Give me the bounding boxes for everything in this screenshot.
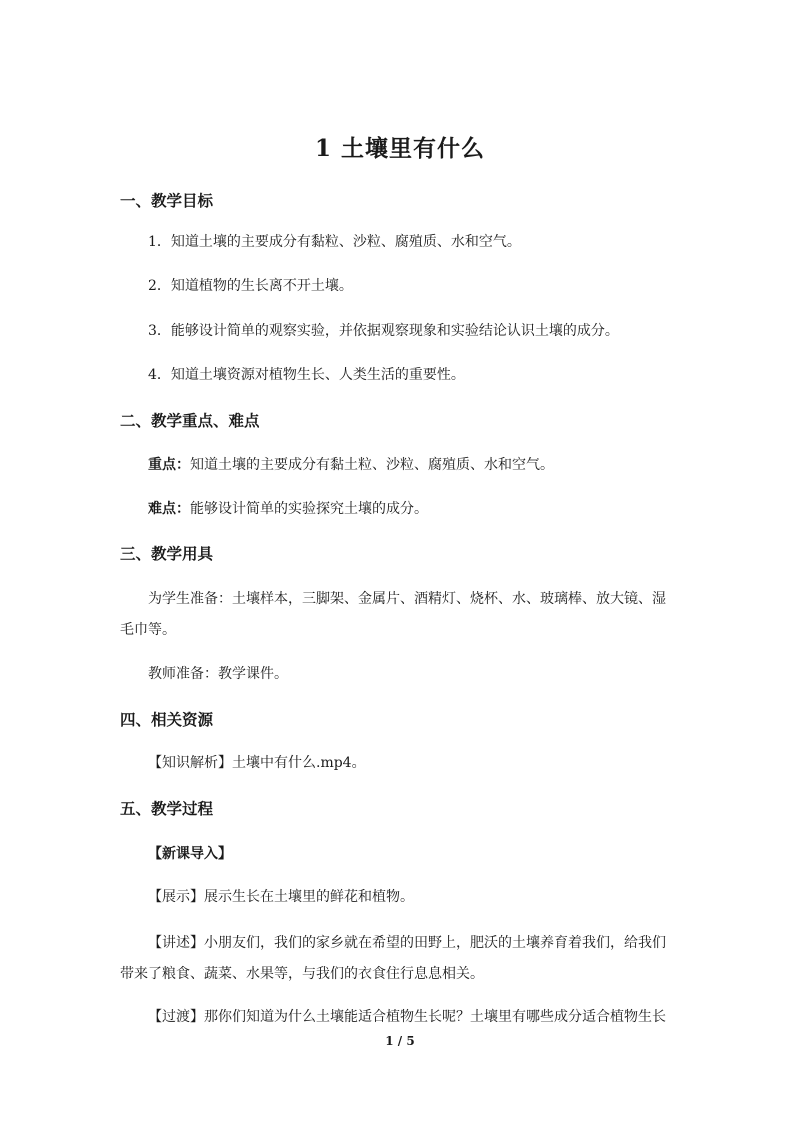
student-tools-line-2: 毛巾等。 [120,622,176,638]
goal-item-4: 4．知道土壤资源对植物生长、人类生活的重要性。 [148,367,465,383]
teacher-tools: 教师准备：教学课件。 [148,666,288,682]
goal-item-2: 2．知道植物的生长离不开土壤。 [148,278,353,294]
page-number: 1 / 5 [385,1034,415,1048]
section-heading-resources: 四、相关资源 [120,711,214,729]
difficult-point-text: 能够设计简单的实验探究土壤的成分。 [190,501,428,517]
process-talk-line-2: 带来了粮食、蔬菜、水果等，与我们的衣食住行息息相关。 [120,966,484,982]
process-transition: 【过渡】那你们知道为什么土壤能适合植物生长呢？土壤里有哪些成分适合植物生长 [148,1009,666,1025]
key-point-label: 重点： [148,457,190,473]
section-heading-key-points: 二、教学重点、难点 [120,412,260,430]
goal-item-1: 1．知道土壤的主要成分有黏粒、沙粒、腐殖质、水和空气。 [148,234,521,250]
process-talk-line-1: 【讲述】小朋友们，我们的家乡就在希望的田野上，肥沃的土壤养育着我们，给我们 [148,935,666,951]
difficult-point-label: 难点： [148,501,190,517]
page-title: 1 土壤里有什么 [314,135,485,162]
resource-link[interactable]: 【知识解析】土壤中有什么.mp4。 [148,755,366,771]
key-point-text: 知道土壤的主要成分有黏土粒、沙粒、腐殖质、水和空气。 [190,457,554,473]
process-intro: 【新课导入】 [148,846,232,862]
section-heading-process: 五、教学过程 [120,800,214,818]
goal-item-3: 3．能够设计简单的观察实验，并依据观察现象和实验结论认识土壤的成分。 [148,323,619,339]
section-heading-tools: 三、教学用具 [120,545,214,563]
student-tools-line-1: 为学生准备：土壤样本，三脚架、金属片、酒精灯、烧杯、水、玻璃棒、放大镜、湿 [148,591,666,607]
section-heading-goals: 一、教学目标 [120,192,214,210]
difficult-point [148,498,428,518]
key-point [148,454,554,474]
process-show: 【展示】展示生长在土壤里的鲜花和植物。 [148,889,414,905]
